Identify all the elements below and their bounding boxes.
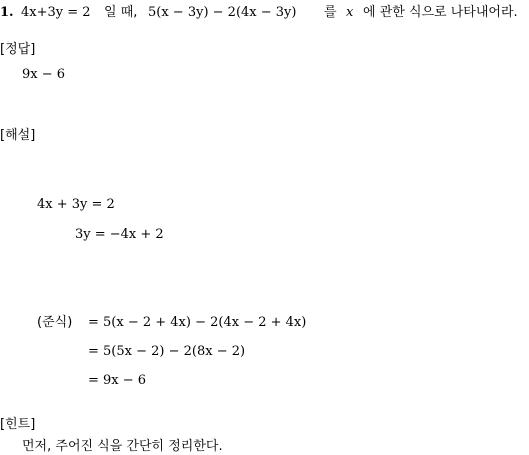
explanation-line1: 4x + 3y = 2 <box>37 197 115 212</box>
hint-label: [힌트] <box>0 417 36 432</box>
problem-text-instruction: 에 관한 식으로 나타내어라. <box>363 5 518 20</box>
answer-value: 9x − 6 <box>22 67 66 82</box>
explanation-step2: = 5(5x − 2) − 2(8x − 2) <box>88 344 246 359</box>
explanation-step3: = 9x − 6 <box>88 373 147 388</box>
answer-label: [정답] <box>0 42 36 57</box>
problem-number: 1. <box>0 5 14 20</box>
hint-text: 먼저, 주어진 식을 간단히 정리한다. <box>22 439 223 454</box>
given-expression-label: (준식) <box>37 315 73 330</box>
explanation-step1: = 5(x − 2 + 4x) − 2(4x − 2 + 4x) <box>88 315 307 330</box>
explanation-line2: 3y = −4x + 2 <box>75 227 164 242</box>
problem-text-object: 를 <box>324 5 337 20</box>
problem-variable: x <box>346 5 354 20</box>
problem-equation: 4x+3y = 2 <box>21 5 91 20</box>
problem-text-when: 일 때, <box>104 5 138 20</box>
explanation-label: [해설] <box>0 128 36 143</box>
problem-expression: 5(x − 3y) − 2(4x − 3y) <box>148 5 297 20</box>
